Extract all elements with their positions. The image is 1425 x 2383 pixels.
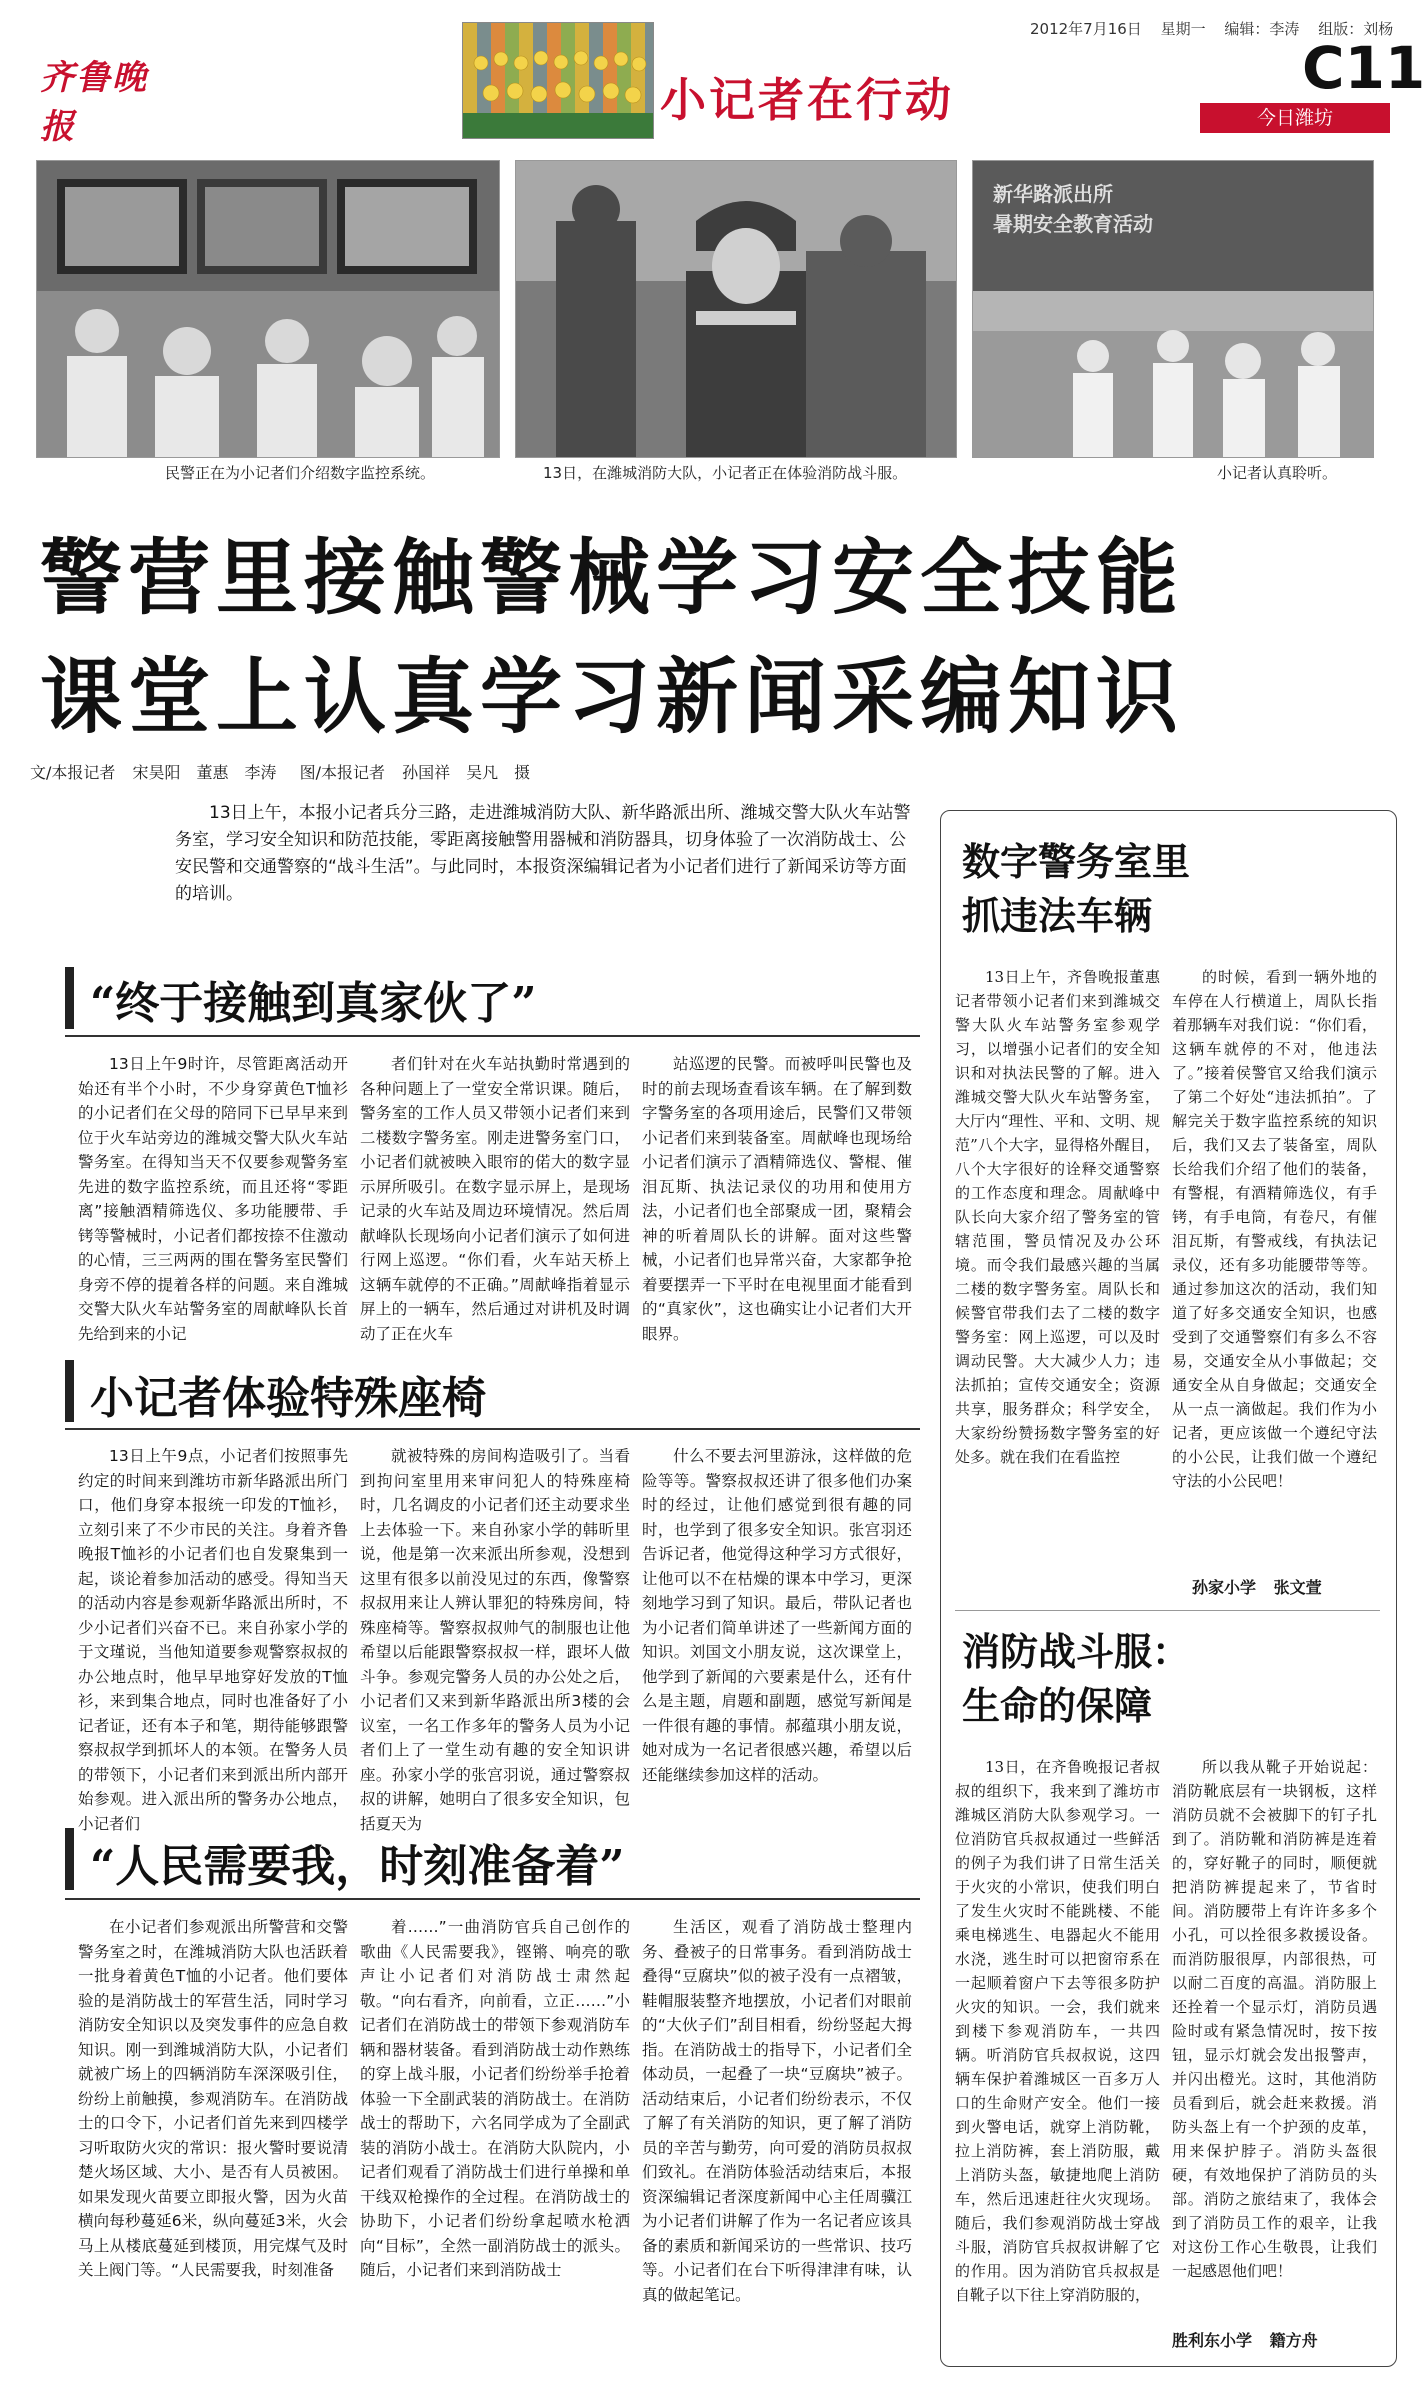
photo-listening xyxy=(972,160,1374,458)
byline xyxy=(30,760,530,783)
lead-paragraph: 13日上午，本报小记者兵分三路，走进潍城消防大队、新华路派出所、潍城交警大队火车站警务室，学习安全知识和防范技能，零距离接触警用器械和消防器具，切身体验了一次消防战士、公安民警和交通警察的“战斗生活”。与此同时，本报资深编辑记者为小记者们进行了新闻采访等方面的培训。 xyxy=(175,803,911,904)
section-heading: “终于接触到真家伙了” xyxy=(90,978,537,1029)
sidebar-story-2-title xyxy=(962,1625,1190,1733)
column-text: 13日上午，齐鲁晚报董惠记者带领小记者们来到潍城交警大队火车站警务室参观学习，以增强小记者们的安全知识和对执法民警的了解。进入潍城交警大队火车站警务室，大厅内“理性、平和、文明、规范”八个大字，显得格外醒目，八个大字很好的诠释交通警察的工作态度和理念。周献峰中队长向大家介绍了警务室的管辖范围，警员情况及办公环境。而令我们最感兴趣的当属二楼的数字警务室。周队长和候警官带我们去了二楼的数字警务室：网上巡逻，可以及时调动民警。大大减少人力；违法抓拍；宣传交通安全；资源共享，服务群众；科学安全，大家纷纷赞扬数字警务室的好处多。就在我们在看监控 xyxy=(955,968,1160,1466)
photo-caption: 小记者认真聆听。 xyxy=(1217,464,1338,482)
sidebar-title-line: 抓违法车辆 xyxy=(962,893,1153,938)
sidebar-column xyxy=(955,1755,1160,2320)
photo-3-board-line2: 暑期安全教育活动 xyxy=(993,212,1153,236)
author-name: 籍方舟 xyxy=(1269,2331,1318,2350)
banner-group-photo xyxy=(462,22,654,139)
editor-credit: 编辑：李涛 xyxy=(1224,20,1300,38)
sidebar-title-line: 消防战斗服： xyxy=(962,1629,1191,1674)
designer-credit: 组版：刘杨 xyxy=(1318,20,1394,38)
byline-text-label: 文/本报记者 xyxy=(30,763,116,782)
column-text: 13日上午9时许，尽管距离活动开始还有半个小时，不少身穿黄色T恤衫的小记者们在父母的陪同下已早早来到位于火车站旁边的潍城交警大队火车站警务室。在得知当天不仅要参观警务室先进的数字监控系统，而且还将“零距离”接触酒精筛选仪、多功能腰带、手铐等警械时，小记者们都按捺不住激动的心情，三三两两的围在警务室民警们身旁不停的提着各样的问题。来自潍城交警大队火车站警务室的周献峰队长首先给到来的小记 xyxy=(78,1055,348,1343)
photo-caption: 民警正在为小记者们介绍数字监控系统。 xyxy=(165,464,436,482)
sidebar-column xyxy=(1172,965,1377,1570)
byline-photo-authors: 孙国祥 吴凡 摄 xyxy=(402,763,531,782)
column-text: 在小记者们参观派出所警营和交警警务室之时，在潍城消防大队也活跃着一批身着黄色T恤的小记者。他们要体验的是消防战士的军营生活，同时学习消防安全知识以及突发事件的应急自救知识。刚一到潍城消防大队，小记者们就被广场上的四辆消防车深深吸引住，纷纷上前触摸，参观消防车。在消防战士的口令下，小记者们首先来到四楼学习听取防火灾的常识：报火警时要说清楚火场区域、大小、是否有人员被困。如果发现火苗要立即报火警，因为火苗横向每秒蔓延6米，纵向蔓延3米，火会马上从楼底蔓延到楼顶，用完煤气及时关上阀门等。“人民需要我，时刻准备 xyxy=(78,1918,348,2279)
author-name: 张文萱 xyxy=(1273,1578,1322,1597)
article-column xyxy=(642,1444,912,1809)
section-heading: “人民需要我，时刻准备着” xyxy=(90,1841,625,1892)
article-column xyxy=(642,1915,912,2365)
photo-2-illustration xyxy=(516,161,956,457)
photo-1-illustration xyxy=(37,161,499,457)
article-column xyxy=(78,1052,348,1352)
banner-photo-illustration xyxy=(463,23,653,138)
section-rule xyxy=(65,1898,920,1900)
edition-label: 今日潍坊 xyxy=(1200,103,1390,133)
article-column xyxy=(360,1915,630,2365)
sidebar-title-line: 生命的保障 xyxy=(962,1683,1153,1728)
article-column xyxy=(360,1052,630,1352)
sidebar-story-1-signature xyxy=(1192,1575,1322,1598)
sidebar-column xyxy=(1172,1755,1377,2320)
page-number: C11 xyxy=(1302,34,1425,102)
byline-photo-label: 图/本报记者 xyxy=(299,763,386,782)
column-text: 13日上午9点，小记者们按照事先约定的时间来到潍坊市新华路派出所门口，他们身穿本报统一印发的T恤衫，立刻引来了不少市民的关注。身着齐鲁晚报T恤衫的小记者们也自发聚集到一起，谈论着参加活动的感受。得知当天的活动内容是参观新华路派出所时，不少小记者们兴奋不已。来自孙家小学的于文瑾说，当他知道要参观警察叔叔的办公地点时，他早早地穿好发放的T恤衫，来到集合地点，同时也准备好了小记者证，还有本子和笔，期待能够跟警察叔叔学到抓坏人的本领。在警务人员的带领下，小记者们来到派出所内部开始参观。进入派出所的警务办公地点，小记者们 xyxy=(78,1447,348,1833)
section-marker xyxy=(65,1828,74,1890)
column-text: 的时候，看到一辆外地的车停在人行横道上，周队长指着那辆车对我们说：“你们看，这辆车就停的不对，他违法了。”接着侯警官又给我们演示了第二个好处“违法抓拍”。了解完关于数字监控系统的知识后，我们又去了装备室，周队长给我们介绍了他们的装备，有警棍，有酒精筛选仪，有手铐，有手电筒，有卷尺，有催泪瓦斯，有警戒线，有执法记录仪，还有多功能腰带等等。通过参加这次的活动，我们知道了好多交通安全知识，也感受到了交通警察们有多么不容易，交通安全从小事做起；交通安全从自身做起；交通安全从一点一滴做起。我们作为小记者，更应该做一个遵纪守法的小公民，让我们做一个遵纪守法的小公民吧！ xyxy=(1172,968,1377,1490)
photo-3-board-text xyxy=(993,179,1153,239)
column-text: 着……”一曲消防官兵自己创作的歌曲《人民需要我》，铿锵、响亮的歌声让小记者们对消防战士肃然起敬。“向右看齐，向前看，立正……”小记者们在消防战士的带领下参观消防车辆和器材装备。看到消防战士动作熟练的穿上战斗服，小记者们纷纷举手抢着体验一下全副武装的消防战士。在消防战士的帮助下，六名同学成为了全副武装的消防小战士。在消防大队院内，小记者们观看了消防战士们进行单操和单干线双枪操作的全过程。在消防战士的协助下，小记者们纷纷拿起喷水枪洒向“目标”，全然一副消防战士的派头。随后，小记者们来到消防战士 xyxy=(360,1918,630,2279)
byline-text-authors: 宋昊阳 董惠 李涛 xyxy=(132,763,277,782)
section-marker xyxy=(65,967,74,1029)
sidebar-story-2-signature xyxy=(1172,2328,1318,2351)
photo-3-board-line1: 新华路派出所 xyxy=(993,182,1113,206)
column-text: 站巡逻的民警。而被呼叫民警也及时的前去现场查看该车辆。在了解到数字警务室的各项用途后，民警们又带领小记者们来到装备室。周献峰也现场给小记者们演示了酒精筛选仪、警棍、催泪瓦斯、执法记录仪的功用和使用方法，小记者们也全部聚成一团，聚精会神的听着周队长的讲解。面对这些警械，小记者们也异常兴奋，大家都争抢着要摆弄一下平时在电视里面才能看到的“真家伙”，这也确实让小记者们大开眼界。 xyxy=(642,1055,912,1343)
article-column xyxy=(78,1915,348,2365)
column-text: 者们针对在火车站执勤时常遇到的各种问题上了一堂安全常识课。随后，警务室的工作人员又带领小记者们来到二楼数字警务室。刚走进警务室门口，小记者们就被映入眼帘的偌大的数字显示屏所吸引。在数字显示屏上，是现场记录的火车站及周边环境情况。然后周献峰队长现场向小记者们演示了如何进行网上巡逻。“你们看，火车站天桥上这辆车就停的不正确。”周献峰指着显示屏上的一辆车，然后通过对讲机及时调动了正在火车 xyxy=(360,1055,630,1343)
column-text: 所以我从靴子开始说起：消防靴底层有一块钢板，这样消防员就不会被脚下的钉子扎到了。消防靴和消防裤是连着的，穿好靴子的同时，顺便就把消防裤提起来了，节省时间。消防腰带上有许许多多个小孔，可以拴很多救援设备。而消防服很厚，内部很热，可以耐二百度的高温。消防服上还拴着一个显示灯，消防员遇险时或有紧急情况时，按下按钮，显示灯就会发出报警声，并闪出橙光。这时，其他消防员看到后，就会赶来救援。消防头盔上有一个护颈的皮革，用来保护脖子。消防头盔很硬，有效地保护了消防员的头部。消防之旅结束了，我体会到了消防员工作的艰辛，让我对这份工作心生敬畏，让我们一起感恩他们吧！ xyxy=(1172,1758,1377,2280)
photo-fire-suit xyxy=(515,160,957,458)
author-school: 胜利东小学 xyxy=(1172,2331,1253,2350)
column-text: 13日，在齐鲁晚报记者叔叔的组织下，我来到了潍坊市潍城区消防大队参观学习。一位消防官兵叔叔通过一些鲜活的例子为我们讲了日常生活关于火灾的小常识，使我们明白了发生火灾时不能跳楼、不能乘电梯逃生、电器起火不能用水浇，逃生时可以把窗帘系在一起顺着窗户下去等很多防护火灾的知识。一会，我们就来到楼下参观消防车，一共四辆。听消防官兵叔叔说，这四辆车保护着潍城区一百多万人口的生命财产安全。他们一接到火警电话，就穿上消防靴，拉上消防裤，套上消防服，戴上消防头盔，敏捷地爬上消防车，然后迅速赶往火灾现场。随后，我们参观消防战士穿战斗服，消防官兵叔叔讲解了它的作用。因为消防官兵叔叔是自靴子以下往上穿消防服的， xyxy=(955,1758,1160,2304)
sidebar-story-1-title xyxy=(962,835,1190,943)
column-text: 就被特殊的房间构造吸引了。当看到拘问室里用来审问犯人的特殊座椅时，几名调皮的小记者们还主动要求坐上去体验一下。来自孙家小学的韩昕里说，他是第一次来派出所参观，没想到这里有很多以前没见过的东西，像警察叔叔用来让人辨认罪犯的特殊房间，特殊座椅等。警察叔叔帅气的制服也让他希望以后能跟警察叔叔一样，跟坏人做斗争。参观完警务人员的办公处之后，小记者们又来到新华路派出所3楼的会议室，一名工作多年的警务人员为小记者们上了一堂生动有趣的安全知识讲座。孙家小学的张宫羽说，通过警察叔叔的讲解，她明白了很多安全知识，包括夏天为 xyxy=(360,1447,630,1833)
column-text: 什么不要去河里游泳，这样做的危险等等。警察叔叔还讲了很多他们办案时的经过，让他们感觉到很有趣的同时，也学到了很多安全知识。张宫羽还告诉记者，他觉得这种学习方式很好，让他可以不在枯燥的课本中学习，更深刻地学习到了知识。最后，带队记者也为小记者们简单讲述了一些新闻方面的知识。刘国文小朋友说，这次课堂上，他学到了新闻的六要素是什么，还有什么是主题，肩题和副题，感觉写新闻是一件很有趣的事情。郝蕴琪小朋友说，她对成为一名记者很感兴趣，希望以后还能继续参加这样的活动。 xyxy=(642,1447,912,1784)
photo-police-monitoring xyxy=(36,160,500,458)
article-column xyxy=(642,1052,912,1352)
masthead-logo: 齐鲁晚报 xyxy=(40,58,148,147)
author-school: 孙家小学 xyxy=(1192,1578,1257,1597)
headline-line-1: 警营里接触警械学习安全技能 xyxy=(40,531,1185,626)
issue-weekday: 星期一 xyxy=(1160,20,1206,38)
section-marker xyxy=(65,1360,74,1422)
column-text: 生活区，观看了消防战士整理内务、叠被子的日常事务。看到消防战士叠得“豆腐块”似的被子没有一点褶皱，鞋帽服装整齐地摆放，小记者们对眼前的“大伙子们”刮目相看，纷纷竖起大拇指。在消防战士的指导下，小记者们全体动员，一起叠了一块“豆腐块”被子。活动结束后，小记者们纷纷表示，不仅了解了有关消防的知识，更了解了消防员的辛苦与勤劳，向可爱的消防员叔叔们致礼。在消防体验活动结束后，本报资深编辑记者深度新闻中心主任周骥江为小记者们讲解了作为一名记者应该具备的素质和新闻采访的一些常识、技巧等。小记者们在台下听得津津有味，认真的做起笔记。 xyxy=(642,1918,912,2304)
photo-caption: 13日，在潍城消防大队，小记者正在体验消防战斗服。 xyxy=(543,464,908,482)
article-column xyxy=(78,1444,348,1833)
headline-line-2: 课堂上认真学习新闻采编知识 xyxy=(40,650,1185,745)
section-heading: 小记者体验特殊座椅 xyxy=(90,1373,486,1424)
section-rule xyxy=(65,1428,920,1430)
issue-date: 2012年7月16日 xyxy=(1030,20,1142,38)
sidebar-column xyxy=(955,965,1160,1570)
sidebar-divider xyxy=(955,1610,1380,1611)
section-title: 小记者在行动 xyxy=(660,73,954,127)
sidebar-title-line: 数字警务室里 xyxy=(962,839,1191,884)
section-rule xyxy=(65,1035,920,1037)
article-column xyxy=(360,1444,630,1833)
